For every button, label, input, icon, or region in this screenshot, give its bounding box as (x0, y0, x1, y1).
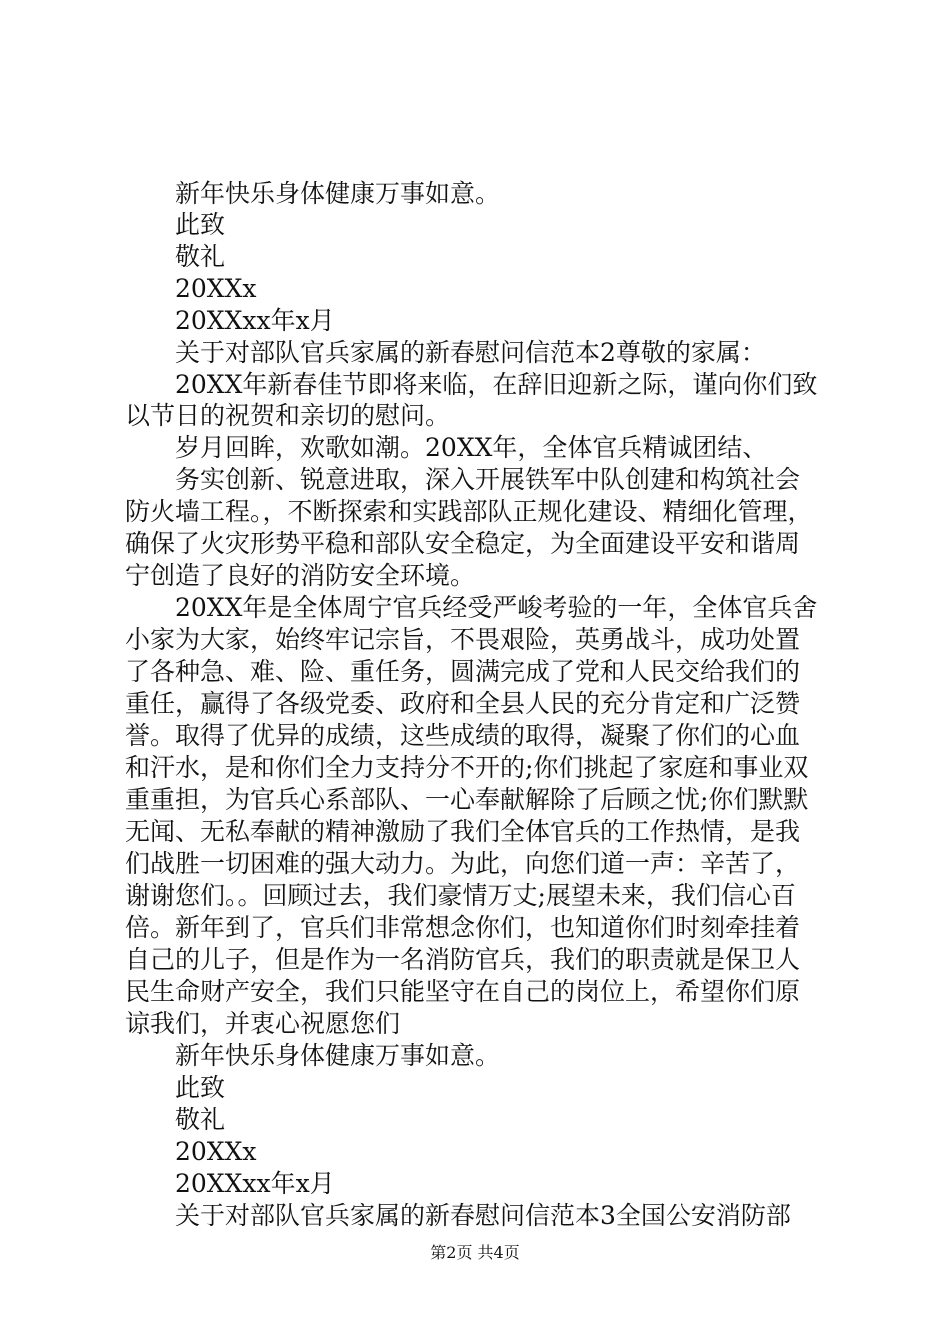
text-line: 新年快乐身体健康万事如意。 (125, 1041, 501, 1070)
text-line: 敬礼 (125, 242, 226, 271)
text-line: 和汗水，是和你们全力支持分不开的;你们挑起了家庭和事业双 (125, 753, 809, 782)
text-line: 无闻、无私奉献的精神激励了我们全体官兵的工作热情，是我 (125, 817, 801, 846)
text-line: 20XX年是全体周宁官兵经受严峻考验的一年，全体官兵舍 (125, 593, 818, 622)
text-line: 谢谢您们。。回顾过去，我们豪情万丈;展望未来，我们信心百 (125, 881, 796, 910)
text-line: 们战胜一切困难的强大动力。为此，向您们道一声：辛苦了， (125, 849, 801, 878)
text-line: 20XXx (125, 1137, 257, 1166)
text-line: 重重担，为官兵心系部队、一心奉献解除了后顾之忧;你们默默 (125, 785, 809, 814)
text-line: 誉。取得了优异的成绩，这些成绩的取得，凝聚了你们的心血 (125, 721, 801, 750)
text-line: 岁月回眸，欢歌如潮。20XX年，全体官兵精诚团结、 (125, 433, 768, 462)
text-line: 20XXx (125, 274, 257, 303)
text-line: 倍。新年到了，官兵们非常想念你们，也知道你们时刻牵挂着 (125, 913, 801, 942)
text-line: 小家为大家，始终牢记宗旨，不畏艰险，英勇战斗，成功处置 (125, 625, 801, 654)
text-line: 敬礼 (125, 1105, 226, 1134)
text-line: 关于对部队官兵家属的新春慰问信范本2尊敬的家属： (125, 338, 766, 367)
page-number-footer: 第2页 共4页 (430, 1243, 520, 1262)
text-line: 20XXxx年x月 (125, 306, 335, 335)
text-line: 此致 (125, 210, 226, 239)
text-line: 民生命财产安全，我们只能坚守在自己的岗位上，希望你们原 (125, 977, 801, 1006)
text-line: 谅我们，并衷心祝愿您们 (125, 1009, 401, 1038)
text-line: 务实创新、锐意进取，深入开展铁军中队创建和构筑社会 (125, 465, 801, 494)
text-line: 宁创造了良好的消防安全环境。 (125, 561, 476, 590)
text-line: 20XXxx年x月 (125, 1169, 335, 1198)
text-line: 关于对部队官兵家属的新春慰问信范本3全国公安消防部 (125, 1201, 791, 1230)
text-line: 此致 (125, 1073, 226, 1102)
text-line: 重任，赢得了各级党委、政府和全县人民的充分肯定和广泛赞 (125, 689, 801, 718)
text-line: 20XX年新春佳节即将来临，在辞旧迎新之际，谨向你们致 (125, 370, 818, 399)
text-line: 防火墙工程。，不断探索和实践部队正规化建设、精细化管理， (125, 497, 813, 526)
text-line: 自己的儿子，但是作为一名消防官兵，我们的职责就是保卫人 (125, 945, 801, 974)
text-line: 新年快乐身体健康万事如意。 (125, 179, 501, 208)
text-line: 确保了火灾形势平稳和部队安全稳定，为全面建设平安和谐周 (125, 529, 801, 558)
text-line: 以节日的祝贺和亲切的慰问。 (125, 401, 451, 430)
text-line: 了各种急、难、险、重任务，圆满完成了党和人民交给我们的 (125, 657, 801, 686)
